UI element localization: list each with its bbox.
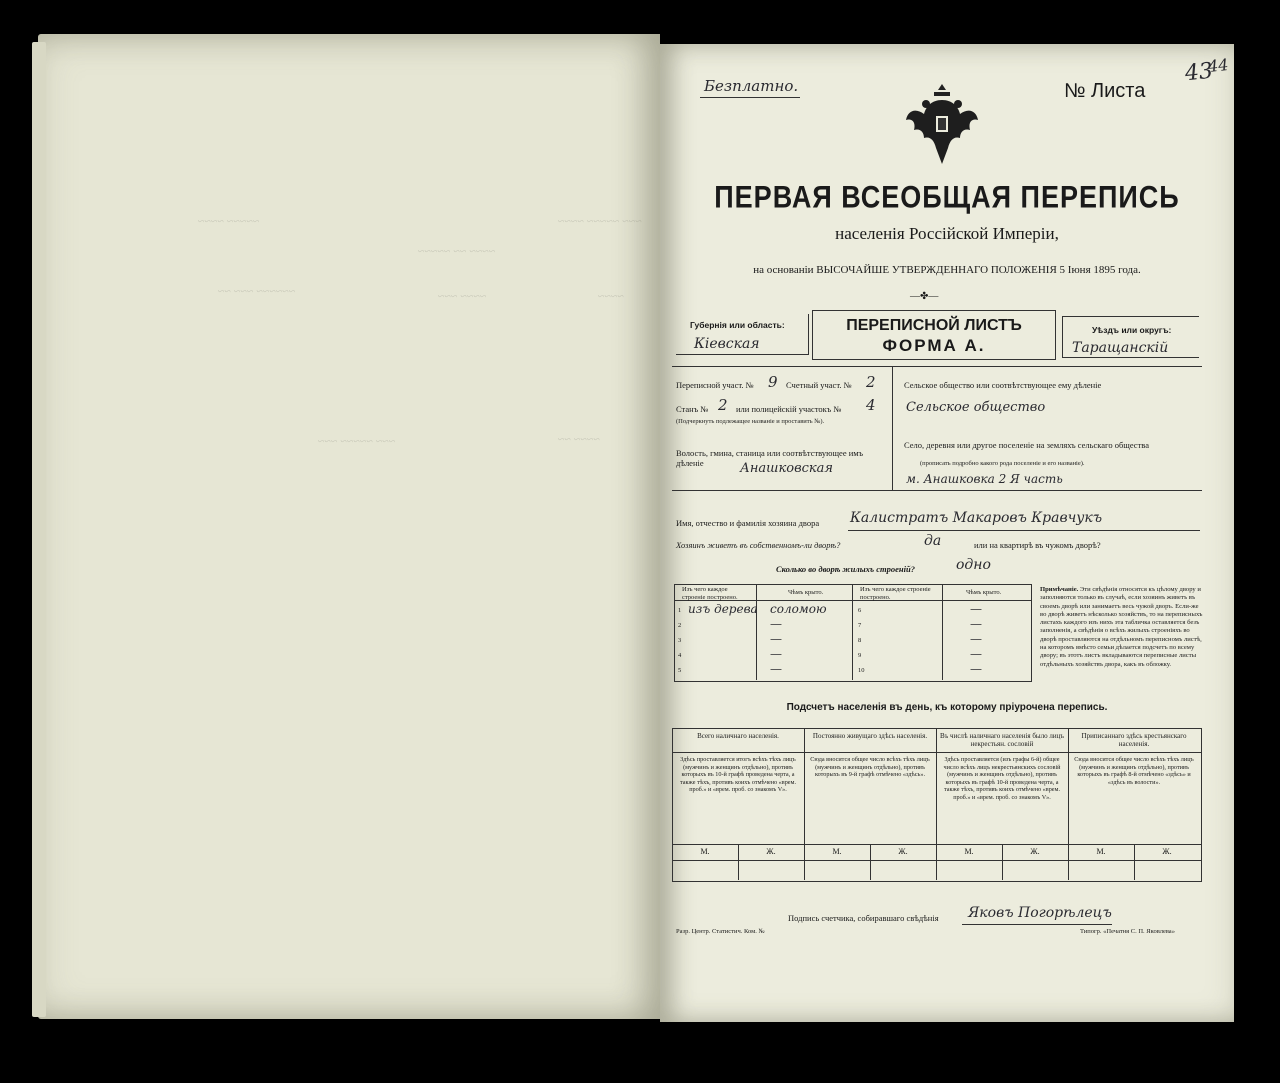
count-male-header: М. xyxy=(1096,847,1106,856)
building-material: изъ дерева xyxy=(688,602,758,616)
section-divider xyxy=(892,366,893,490)
signature-line xyxy=(962,924,1112,925)
village-note: (прописать подробно какого рода поселеніе и его названіе). xyxy=(920,460,1085,467)
building-roof: — xyxy=(770,617,782,631)
police-label: или полицейскій участокъ № xyxy=(736,404,842,414)
building-row-number: 5 xyxy=(678,667,682,674)
village-value: м. Анашковка 2 Я часть xyxy=(906,472,1063,486)
owner-name-value: Калистратъ Макаровъ Кравчукъ xyxy=(850,510,1103,526)
ornament-divider: —✤— xyxy=(910,291,939,302)
underline-note: (Подчеркнуть подлежащее названіе и проставить №). xyxy=(676,418,825,425)
building-row-number: 2 xyxy=(678,622,682,629)
sub-title: населенія Россійской Имперіи, xyxy=(835,224,1059,243)
sheet-number-mark: 44 xyxy=(1207,54,1230,77)
district-label: Уѣздъ или округъ: xyxy=(1092,325,1172,335)
free-label: Безплатно. xyxy=(704,77,799,95)
census-section-label: Переписной участ. № xyxy=(676,380,754,390)
building-row-number: 4 xyxy=(678,652,682,659)
count-male-header: М. xyxy=(700,847,710,856)
count-column-header: Приписаннаго здѣсь крестьянскаго населенія. xyxy=(1081,732,1187,748)
province-label: Губернія или область: xyxy=(690,320,785,330)
count-column-rule xyxy=(1068,728,1069,880)
buildings-roof-header: Чѣмъ крыто. xyxy=(788,589,824,596)
free-underline xyxy=(700,97,800,98)
form-label: ФОРМА А. xyxy=(882,336,986,355)
count-row-rule xyxy=(672,860,1201,861)
building-row xyxy=(852,634,1030,649)
buildings-material-header-right: Изъ чего каждое строеніе построено. xyxy=(860,586,931,601)
section-bottom-rule xyxy=(672,490,1202,491)
count-female-header: Ж. xyxy=(766,847,776,856)
province-value: Кіевская xyxy=(694,336,760,352)
building-row xyxy=(674,664,852,679)
footer-right-print: Типогр. «Печатня С. П. Яковлева» xyxy=(1080,928,1175,935)
count-female-header: Ж. xyxy=(898,847,908,856)
owner-name-label: Имя, отчество и фамилія хозяина двора xyxy=(676,518,820,528)
bleed-through-text: ~~~~ xyxy=(598,289,624,303)
lives-rented-label: или на квартирѣ въ чужомъ дворѣ? xyxy=(974,540,1101,550)
building-row xyxy=(852,604,1030,619)
building-row xyxy=(674,634,852,649)
count-female-header: Ж. xyxy=(1030,847,1040,856)
building-roof: — xyxy=(770,632,782,646)
count-male-header: М. xyxy=(832,847,842,856)
sheet-number-value: 43 xyxy=(1183,58,1215,87)
stan-label: Станъ № xyxy=(676,404,709,414)
note-text: Эти свѣдѣнія относятся къ цѣлому двору и заполняются только въ случаѣ, если хозяинъ живетъ въ своемъ дворѣ или занимаетъ весь чужой дворъ. Если-же во дворѣ живетъ нѣсколько хозяйствъ, то на переписныхъ листахъ каждого изъ нихъ эта табличка оставляется безъ заполненія, а свѣдѣнія о всѣхъ жилыхъ строеніяхъ во дворѣ проставляются на отдѣльномъ переписномъ листѣ, на которомъ вмѣсто семьи дѣлается подсчетъ по всему двору; въ этотъ листъ вкладываются переписные листы отдѣльныхъ хозяйствъ двора, какъ въ обложку. xyxy=(1040,586,1203,668)
count-section-value: 2 xyxy=(866,373,876,391)
building-row-number: 1 xyxy=(678,607,682,614)
bleed-through-text: ~~~~~ ~~~~ xyxy=(198,214,260,228)
census-section-value: 9 xyxy=(768,373,778,391)
buildings-material-header: Изъ чего каждое строеніе построено. xyxy=(682,586,738,601)
lives-own-label: Хозяинъ живетъ въ собственномъ-ли дворѣ? xyxy=(676,540,841,550)
count-title: Подсчетъ населенія въ день, къ которому пріурочена перепись. xyxy=(786,702,1108,713)
village-label: Село, деревня или другое поселеніе на земляхъ сельскаго общества xyxy=(904,440,1149,450)
bleed-through-text: ~~~ ~~~~~ ~~~ xyxy=(318,434,396,448)
page-stack-edge xyxy=(32,42,46,1017)
left-page xyxy=(38,34,660,1019)
buildings-count-label: Сколько во дворѣ жилыхъ строеній? xyxy=(776,564,915,574)
building-roof: — xyxy=(770,647,782,661)
census-form-page xyxy=(660,44,1234,1022)
count-column-header: Въ числѣ наличнаго населенія было лицъ некрестьян. сословій xyxy=(940,732,1064,748)
building-row-number: 3 xyxy=(678,637,682,644)
note-title: Примѣчаніе. xyxy=(1040,586,1079,593)
building-row xyxy=(852,649,1030,664)
building-row-number: 6 xyxy=(858,607,862,614)
bleed-through-text: ~~~~ ~~ ~~~~~ xyxy=(418,244,496,258)
main-title: ПЕРВАЯ ВСЕОБЩАЯ ПЕРЕПИСЬ xyxy=(714,179,1180,215)
bleed-through-text: ~~~~ ~~~ xyxy=(438,289,487,303)
police-value: 4 xyxy=(866,396,876,414)
building-roof: — xyxy=(970,662,982,676)
count-column-instructions: Сюда вносится общее число всѣхъ тѣхъ лицъ (мужчинъ и женщинъ отдѣльно), противъ которыхъ въ графѣ 8-й отмѣчено «здѣсь» и «здѣсь въ волости». xyxy=(1074,756,1194,786)
footer-left-print: Разр. Центр. Статистич. Ком. № xyxy=(676,928,765,935)
count-column-header: Всего наличнаго населенія. xyxy=(697,732,779,740)
count-column-instructions: Сюда вносится общее число всѣхъ тѣхъ лицъ (мужчинъ и женщинъ отдѣльно), противъ которыхъ въ 9-й графѣ отмѣчено «здѣсь». xyxy=(810,756,930,779)
volost-value: Анашковская xyxy=(740,461,834,476)
society-label: Сельское общество или соотвѣтствующее ему дѣленіе xyxy=(904,380,1102,390)
signature-label: Подпись счетчика, собиравшаго свѣдѣнія xyxy=(788,913,939,923)
buildings-count-value: одно xyxy=(956,557,991,573)
building-row xyxy=(674,604,852,619)
building-roof: — xyxy=(770,662,782,676)
buildings-roof-header-right: Чѣмъ крыто. xyxy=(966,589,1002,596)
basis-line: на основаніи ВЫСОЧАЙШЕ УТВЕРЖДЕННАГО ПОЛОЖЕНІЯ 5 Іюня 1895 года. xyxy=(753,264,1141,276)
count-row-rule xyxy=(672,752,1201,753)
count-column-rule xyxy=(804,728,805,880)
count-column-instructions: Здѣсь проставляется (изъ графы 6-й) общее число всѣхъ лицъ некрестьянскихъ сословій (мужчинъ и женщинъ отдѣльно), противъ которыхъ въ графѣ 10-й проведена черта, а также тѣхъ, противъ коихъ отмѣчено «врем. проб.» и «врем. проб. со знакомъ V». xyxy=(943,756,1061,801)
building-row-number: 10 xyxy=(858,667,865,674)
building-roof: — xyxy=(970,602,982,616)
building-roof: соломою xyxy=(770,602,827,616)
count-male-header: М. xyxy=(964,847,974,856)
stan-value: 2 xyxy=(718,396,728,414)
volost-label: Волость, гмина, станица или соотвѣтствующее имъ дѣленіе xyxy=(676,448,864,468)
building-row xyxy=(852,619,1030,634)
buildings-note xyxy=(1040,586,1204,669)
building-row-number: 9 xyxy=(858,652,862,659)
bleed-through-text: ~~~~~~ ~~~ ~~ xyxy=(218,284,296,298)
count-section-label: Счетный участ. № xyxy=(786,380,852,390)
district-value: Таращанскій xyxy=(1072,340,1169,356)
count-column-header: Постоянно живущаго здѣсь населенія. xyxy=(812,732,928,740)
section-top-rule xyxy=(672,366,1202,367)
sheet-title: ПЕРЕПИСНОЙ ЛИСТЪ xyxy=(846,317,1022,334)
sheet-number-label: № Листа xyxy=(1064,80,1146,102)
building-row xyxy=(674,619,852,634)
building-roof: — xyxy=(970,632,982,646)
building-row xyxy=(852,664,1030,679)
imperial-eagle-icon xyxy=(902,80,982,170)
count-column-rule xyxy=(936,728,937,880)
bleed-through-text: ~~~ ~~~~~ ~~~~ xyxy=(558,214,642,228)
building-row-number: 8 xyxy=(858,637,862,644)
owner-name-line xyxy=(848,530,1200,531)
count-column-instructions: Здѣсь проставляется итогъ всѣхъ тѣхъ лицъ (мужчинъ и женщинъ отдѣльно), противъ которыхъ въ 10-й графѣ проведена черта, а также тѣхъ, противъ коихъ отмѣчено «врем. проб.» и «врем. проб. со знакомъ V». xyxy=(680,756,796,794)
building-row xyxy=(674,649,852,664)
signature-value: Яковъ Погорѣлецъ xyxy=(968,905,1112,921)
count-female-header: Ж. xyxy=(1162,847,1172,856)
bleed-through-text: ~~~~ ~~ xyxy=(558,432,600,446)
building-row-number: 7 xyxy=(858,622,862,629)
lives-own-value: да xyxy=(924,533,942,549)
society-value: Сельское общество xyxy=(906,400,1046,415)
building-roof: — xyxy=(970,647,982,661)
building-roof: — xyxy=(970,617,982,631)
count-row-rule xyxy=(672,844,1201,845)
